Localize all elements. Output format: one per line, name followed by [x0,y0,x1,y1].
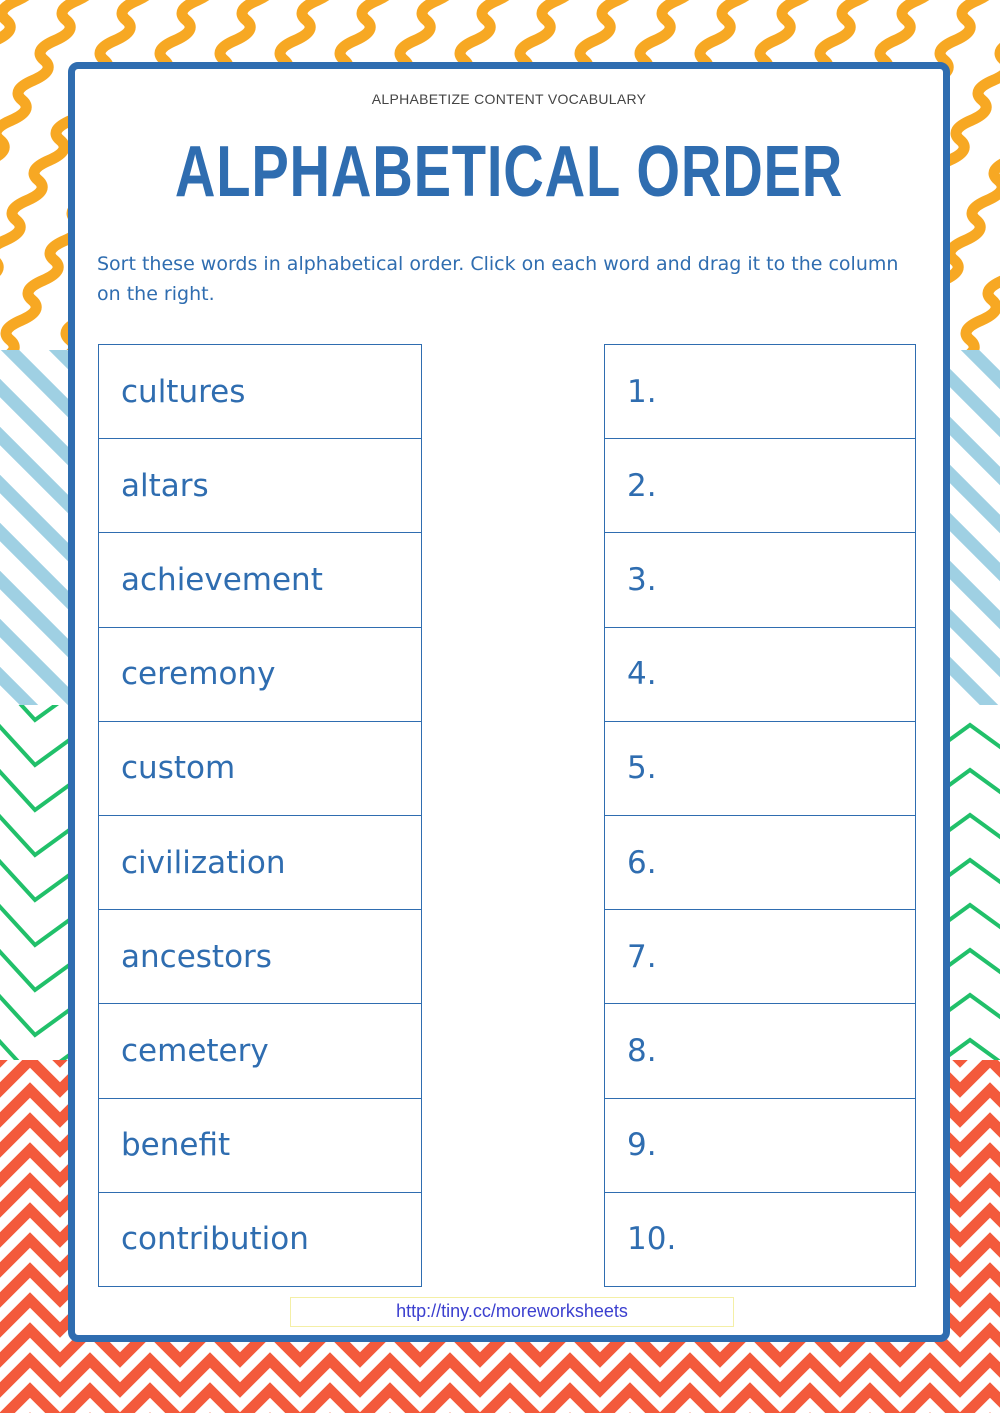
answer-drop-slot[interactable]: 2. [604,439,916,533]
word-card[interactable]: ancestors [98,910,422,1004]
answer-drop-slot[interactable]: 4. [604,628,916,722]
word-card[interactable]: contribution [98,1193,422,1287]
word-card[interactable]: cultures [98,345,422,439]
worksheet-subtitle: ALPHABETIZE CONTENT VOCABULARY [371,91,647,107]
word-card[interactable]: cemetery [98,1004,422,1098]
answer-drop-slot[interactable]: 3. [604,533,916,627]
worksheet-title: ALPHABETICAL ORDER [174,132,844,212]
more-worksheets-link[interactable]: http://tiny.cc/moreworksheets [290,1297,734,1327]
answer-drop-slot[interactable]: 10. [604,1193,916,1287]
word-card[interactable]: achievement [98,533,422,627]
word-list [98,344,422,1287]
answer-drop-slot[interactable]: 6. [604,816,916,910]
word-card[interactable]: ceremony [98,628,422,722]
word-card[interactable]: altars [98,439,422,533]
answer-drop-slot[interactable]: 5. [604,722,916,816]
word-card[interactable]: civilization [98,816,422,910]
word-card[interactable]: benefit [98,1099,422,1193]
worksheet-card [68,62,950,1342]
answer-drop-slot[interactable]: 7. [604,910,916,1004]
answer-column [604,344,916,1287]
answer-drop-slot[interactable]: 8. [604,1004,916,1098]
answer-drop-slot[interactable]: 1. [604,345,916,439]
instructions-text: Sort these words in alphabetical order. Click on each word and drag it to the column on the right. [97,253,899,305]
word-card[interactable]: custom [98,722,422,816]
answer-drop-slot[interactable]: 9. [604,1099,916,1193]
